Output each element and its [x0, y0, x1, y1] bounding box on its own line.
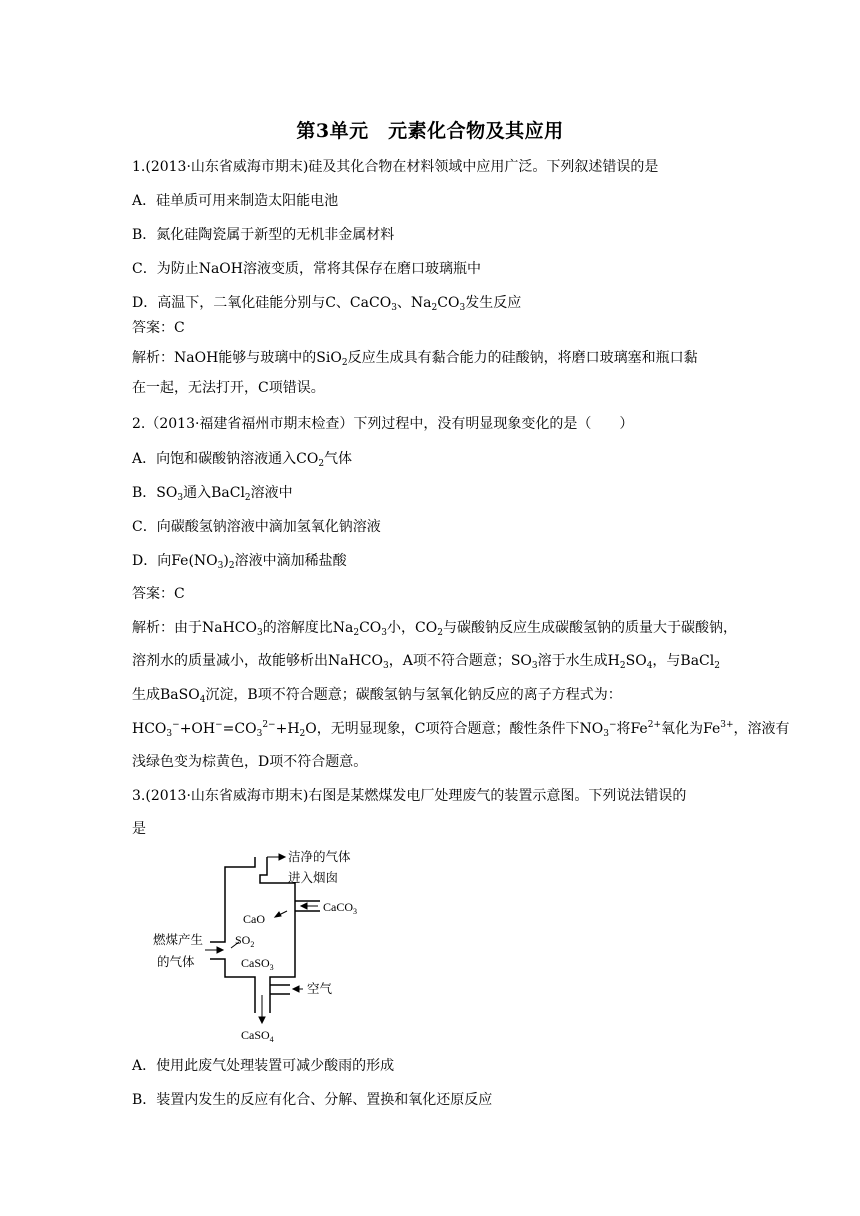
coal-gas-label-line1: 燃煤产生: [153, 933, 204, 947]
q1-explanation-line1: 解析：NaOH能够与玻璃中的SiO$_2$反应生成具有黏合能力的硅酸钠，将磨口玻璃塞和瓶口黏: [132, 350, 698, 368]
flue-gas-treatment-diagram: [145, 845, 375, 1045]
q2-explanation-line5: 浅绿色变为棕黄色，D项不符合题意。: [132, 754, 368, 770]
q3-stem-line2: 是: [132, 821, 146, 837]
q1-answer: 答案：C: [132, 320, 185, 336]
clean-gas-arrowhead: [279, 854, 285, 860]
air-label: 空气: [307, 982, 333, 996]
caso4-label: CaSO$_4$: [241, 1028, 274, 1044]
q2-answer: 答案：C: [132, 586, 185, 602]
so2-label: $SO_2$: [235, 933, 255, 949]
caco3-arrowhead: [301, 903, 307, 909]
q1-option-d: D．高温下，二氧化硅能分别与C、CaCO$_3$、$Na_2CO_3$发生反应: [132, 295, 522, 313]
cao-label: CaO: [243, 912, 265, 926]
q2-stem: 2.（2013·福建省福州市期末检查）下列过程中，没有明显现象变化的是（ ）: [132, 416, 634, 432]
caso4-arrowhead: [259, 1017, 265, 1023]
q2-option-b: B．$SO_3$通入BaCl$_2$溶液中: [132, 485, 293, 503]
q1-option-b: B．氮化硅陶瓷属于新型的无机非金属材料: [132, 227, 395, 243]
q2-explanation-line2: 溶剂水的质量减小，故能够析出NaHCO$_3$，A项不符合题意；$SO_3$溶于水生成$H_2SO_4$，与BaCl$_2$: [132, 653, 720, 671]
page-title: 第3单元 元素化合物及其应用: [296, 120, 564, 142]
caso3-label: CaSO$_3$: [241, 956, 274, 972]
q2-explanation-line3: 生成BaSO$_4$沉淀，B项不符合题意；碳酸氢钠与氢氧化钠反应的离子方程式为：: [132, 687, 622, 705]
q1-option-c: C．为防止NaOH溶液变质，常将其保存在磨口玻璃瓶中: [132, 261, 481, 277]
q2-option-a: A．向饱和碳酸钠溶液通入$CO_2$气体: [132, 451, 353, 469]
clean-gas-label: 洁净的气体: [288, 850, 351, 864]
q3-option-a: A．使用此废气处理装置可减少酸雨的形成: [132, 1058, 395, 1074]
caco3-label: CaCO$_3$: [323, 900, 357, 916]
q2-option-c: C．向碳酸氢钠溶液中滴加氢氧化钠溶液: [132, 519, 381, 535]
q1-stem: 1.(2013·山东省威海市期末)硅及其化合物在材料领域中应用广泛。下列叙述错误的是: [132, 159, 659, 175]
q2-explanation-line1: 解析：由于NaHCO$_3$的溶解度比$Na_2CO_3$小，$CO_2$与碳酸钠反应生成碳酸氢钠的质量大于碳酸钠，: [132, 620, 737, 638]
q1-option-a: A．硅单质可用来制造太阳能电池: [132, 193, 339, 209]
q2-option-d: D．向$Fe(NO_3)_2$溶液中滴加稀盐酸: [132, 553, 347, 571]
to-chimney-label: 进入烟囱: [288, 871, 339, 885]
q3-option-b: B．装置内发生的反应有化合、分解、置换和氧化还原反应: [132, 1092, 493, 1108]
q3-stem-line1: 3.(2013·山东省威海市期末)右图是某燃煤发电厂处理废气的装置示意图。下列说法错误的: [132, 788, 687, 804]
coal-gas-label-line2: 的气体: [157, 955, 195, 969]
caco3-cao-arrowhead: [275, 912, 281, 917]
q1-explanation-line2: 在一起，无法打开，C项错误。: [132, 380, 325, 396]
air-arrowhead: [293, 986, 299, 992]
q2-explanation-line4: $HCO_3^-+OH^-=CO_3^{2-}+H_2O$，无明显现象，C项符合题意；酸性条件下$NO_3^-$将$Fe^{2+}$氧化为$Fe^{3+}$，溶液有: [132, 720, 790, 739]
flue-gas-arrowhead: [217, 947, 223, 953]
